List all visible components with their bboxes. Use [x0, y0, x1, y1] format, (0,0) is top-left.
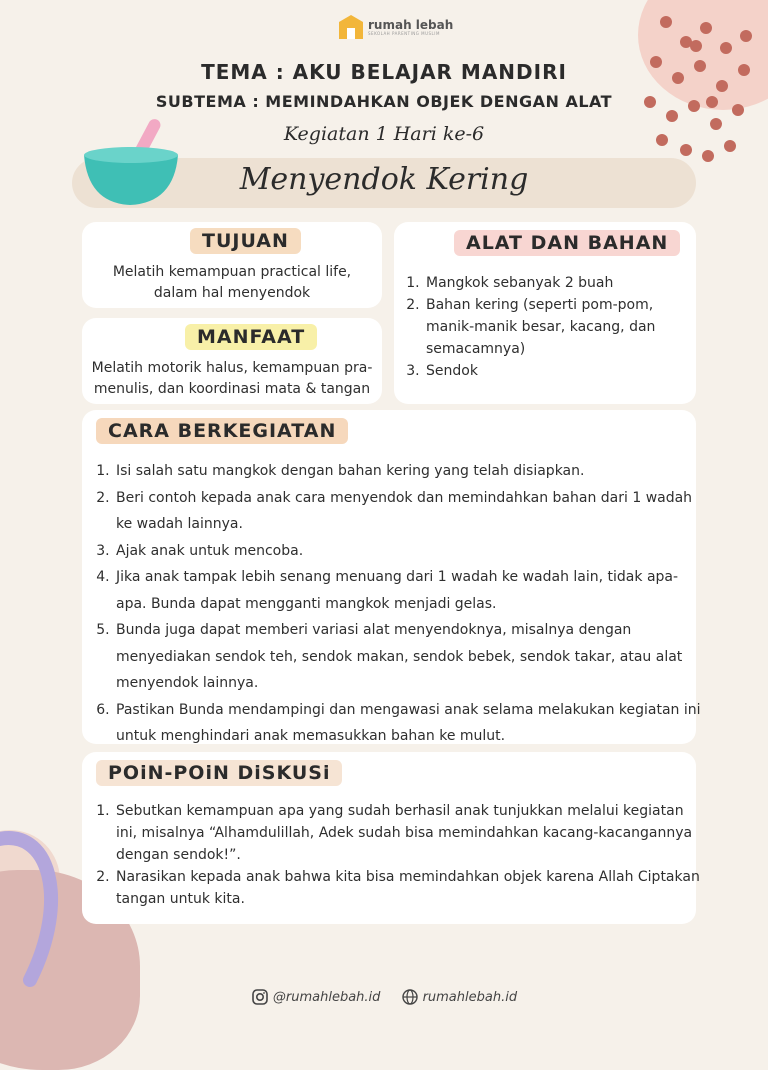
cara-list: [96, 458, 704, 750]
footer: [0, 988, 768, 1010]
tema-title: TEMA : AKU BELAJAR MANDIRI: [201, 60, 567, 84]
instagram-handle: @rumahlebah.id: [272, 989, 381, 1005]
diskusi-heading: POiN-POiN DiSKUSi: [96, 760, 342, 786]
logo-tagline: SEKOLAH PARENTING MUSLIM: [368, 30, 440, 36]
manfaat-heading: MANFAAT: [185, 324, 317, 350]
alat-item: 3. Sendok: [424, 360, 704, 382]
logo-name: rumah lebah: [368, 17, 454, 32]
decor-dot: [720, 42, 732, 54]
alat-list: [406, 272, 704, 382]
manfaat-text: Melatih motorik halus, kemampuan pra-menulis, dan koordinasi mata & tangan: [91, 360, 373, 397]
cara-step: 4. Jika anak tampak lebih senang menuang dari 1 wadah ke wadah lain, tidak apa-apa. Bunda dapat mengganti mangkok menjadi gelas.: [114, 564, 704, 617]
decor-dot: [740, 30, 752, 42]
alat-item: 2. Bahan kering (seperti pom-pom, manik-manik besar, kacang, dan semacamnya): [424, 294, 704, 360]
activity-title: Menyendok Kering: [239, 162, 529, 197]
instagram-link[interactable]: [251, 988, 381, 1006]
bowl-spoon-icon: [82, 115, 182, 210]
tujuan-text: Melatih kemampuan practical life, dalam hal menyendok: [112, 264, 352, 301]
diskusi-item: 2. Narasikan kepada anak bahwa kita bisa memindahkan objek karena Allah Ciptakan tangan untuk kita.: [114, 866, 704, 910]
alat-item: 1. Mangkok sebanyak 2 buah: [424, 272, 704, 294]
cara-step: 6. Pastikan Bunda mendampingi dan mengawasi anak selama melakukan kegiatan ini untuk menghindari anak memasukkan bahan ke mulut.: [114, 697, 704, 750]
decor-arc-icon: [0, 820, 80, 990]
tujuan-card: [82, 222, 382, 308]
decor-dot: [680, 144, 692, 156]
decor-dot: [700, 22, 712, 34]
decor-dot: [660, 16, 672, 28]
subtema-title: SUBTEMA : MEMINDAHKAN OBJEK DENGAN ALAT: [155, 92, 613, 111]
cara-step: 3. Ajak anak untuk mencoba.: [114, 538, 704, 565]
cara-step: 5. Bunda juga dapat memberi variasi alat menyendoknya, misalnya dengan menyediakan sendok teh, sendok makan, sendok bebek, sendok takar, atau alat menyendok lainnya.: [114, 617, 704, 697]
website-url: rumahlebah.id: [422, 989, 518, 1005]
cara-step: 2. Beri contoh kepada anak cara menyendok dan memindahkan bahan dari 1 wadah ke wadah lainnya.: [114, 485, 704, 538]
decor-dot: [690, 40, 702, 52]
alat-card: [394, 222, 696, 404]
instagram-icon: [251, 988, 269, 1006]
cara-heading: CARA BERKEGIATAN: [96, 418, 348, 444]
diskusi-item: 1. Sebutkan kemampuan apa yang sudah berhasil anak tunjukkan melalui kegiatan ini, misalnya “Alhamdulillah, Adek sudah bisa memindahkan kacang-kacangannya dengan sendok!”.: [114, 800, 704, 866]
diskusi-card: [82, 752, 700, 924]
logo-house-icon: [338, 14, 364, 40]
logo: [338, 14, 453, 40]
diskusi-list: [96, 800, 704, 910]
decor-dot: [666, 110, 678, 122]
tujuan-heading: TUJUAN: [190, 228, 301, 254]
alat-heading: ALAT DAN BAHAN: [454, 230, 680, 256]
cara-card: [82, 410, 701, 744]
cara-step: 1. Isi salah satu mangkok dengan bahan kering yang telah disiapkan.: [114, 458, 704, 485]
globe-icon: [401, 988, 419, 1006]
manfaat-card: [82, 318, 382, 404]
decor-dot: [702, 150, 714, 162]
website-link[interactable]: [401, 988, 518, 1006]
kegiatan-label: Kegiatan 1 Hari ke-6: [283, 123, 485, 145]
